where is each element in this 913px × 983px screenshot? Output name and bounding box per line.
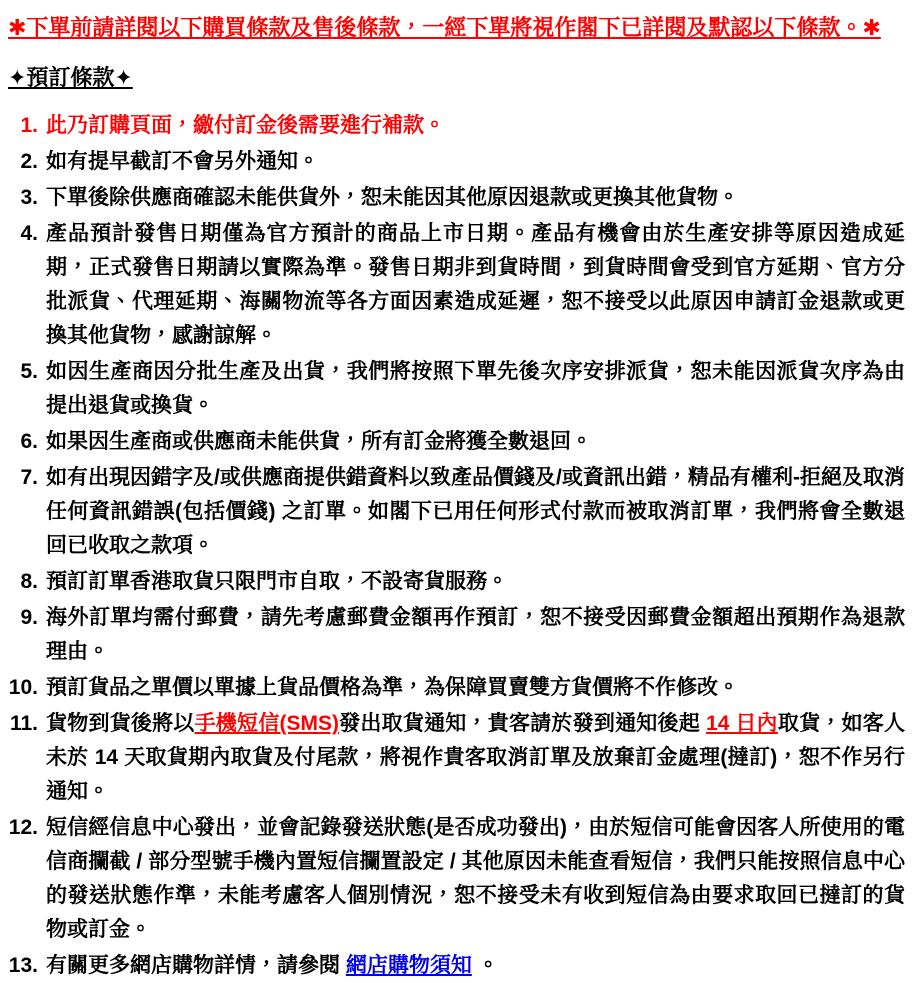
- term-number: 2.: [20, 150, 38, 173]
- pickup-deadline-emphasis: 14 日內: [706, 712, 778, 735]
- term-item-10: [8, 671, 907, 705]
- term-item-4: [8, 217, 907, 353]
- term-item-8: [8, 565, 907, 599]
- term-number: 8.: [20, 570, 38, 593]
- term-text: 短信經信息中心發出，並會記錄發送狀態(是否成功發出)，由於短信可能會因客人所使用的電信商攔截 / 部分型號手機內置短信攔置設定 / 其他原因未能查看短信，我們只能按照信息中心的發送狀態作準，未能考慮客人個別情況，恕不接受未有收到短信為由要求取回已撻訂的貨物或訂金。: [46, 816, 905, 941]
- term-number: 10.: [8, 676, 38, 699]
- term-number: 5.: [20, 360, 38, 383]
- purchase-notice: ✱下單前請詳閱以下購買條款及售後條款，一經下單將視作閣下已詳閱及默認以下條款。✱: [8, 15, 881, 40]
- term-text: 此乃訂購頁面，繳付訂金後需要進行補款。: [46, 114, 445, 137]
- term-number: 1.: [20, 114, 38, 137]
- term-number: 7.: [20, 466, 38, 489]
- term-text: 如有出現因錯字及/或供應商提供錯資料以致產品價錢及/或資訊出錯，精品有權利-拒絕及取消任何資訊錯誤(包括價錢) 之訂單。如閣下已用任何形式付款而被取消訂單，我們將會全數退回已收取之款項。: [46, 466, 905, 557]
- term-text: 產品預計發售日期僅為官方預計的商品上市日期。產品有機會由於生產安排等原因造成延期，正式發售日期請以實際為準。發售日期非到貨時間，到貨時間會受到官方延期、官方分批派貨、代理延期、海關物流等各方面因素造成延遲，恕不接受以此原因申請訂金退款或更換其他貨物，感謝諒解。: [46, 222, 905, 347]
- term-item-5: [8, 355, 907, 423]
- term-text: 下單後除供應商確認未能供貨外，恕未能因其他原因退款或更換其他貨物。: [46, 186, 739, 209]
- term-number: 12.: [8, 816, 38, 839]
- term-text-part: 發出取貨通知，貴客請於發到通知後起: [338, 712, 707, 735]
- sms-emphasis: 手機短信(SMS): [194, 712, 339, 735]
- section-title: ✦預訂條款✦: [8, 65, 133, 90]
- term-text: 預訂貨品之單價以單據上貨品價格為準，為保障買賣雙方貨價將不作修改。: [46, 676, 739, 699]
- term-number: 4.: [20, 222, 38, 245]
- term-text: [46, 707, 907, 809]
- term-item-11: [8, 707, 907, 809]
- term-text-part: 有關更多網店購物詳情，請參閱: [46, 954, 346, 977]
- term-text-part: 貨物到貨後將以: [46, 712, 195, 735]
- term-text: 如有提早截訂不會另外通知。: [46, 150, 319, 173]
- terms-list: [8, 109, 907, 983]
- term-item-3: [8, 181, 907, 215]
- term-item-6: [8, 425, 907, 459]
- term-item-13: [8, 949, 907, 983]
- term-text-part: 取貨，如客人未於 14 天取貨期內取貨及付尾款，將視作貴客取消訂單及放棄訂金處理(撻訂)，恕不作另行通知。: [46, 712, 906, 803]
- term-item-7: [8, 461, 907, 563]
- term-text-part: 。: [471, 954, 499, 977]
- term-number: 9.: [20, 606, 38, 629]
- term-number: 11.: [9, 712, 38, 735]
- term-text: 如因生產商因分批生產及出貨，我們將按照下單先後次序安排派貨，恕未能因派貨次序為由提出退貨或換貨。: [46, 360, 905, 417]
- term-text: 如果因生產商或供應商未能供貨，所有訂金將獲全數退回。: [46, 430, 592, 453]
- term-text: 海外訂單均需付郵費，請先考慮郵費金額再作預訂，恕不接受因郵費金額超出預期作為退款理由。: [46, 606, 905, 663]
- term-item-12: [8, 811, 907, 947]
- term-item-1: [8, 109, 907, 143]
- term-number: 3.: [20, 186, 38, 209]
- term-text: 預訂訂單香港取貨只限門市自取，不設寄貨服務。: [46, 570, 508, 593]
- term-item-9: [8, 601, 907, 669]
- term-number: 6.: [20, 430, 38, 453]
- term-number: 13.: [8, 954, 38, 977]
- shop-guide-link[interactable]: 網店購物須知: [345, 954, 472, 977]
- term-text: [46, 949, 907, 983]
- term-item-2: [8, 145, 907, 179]
